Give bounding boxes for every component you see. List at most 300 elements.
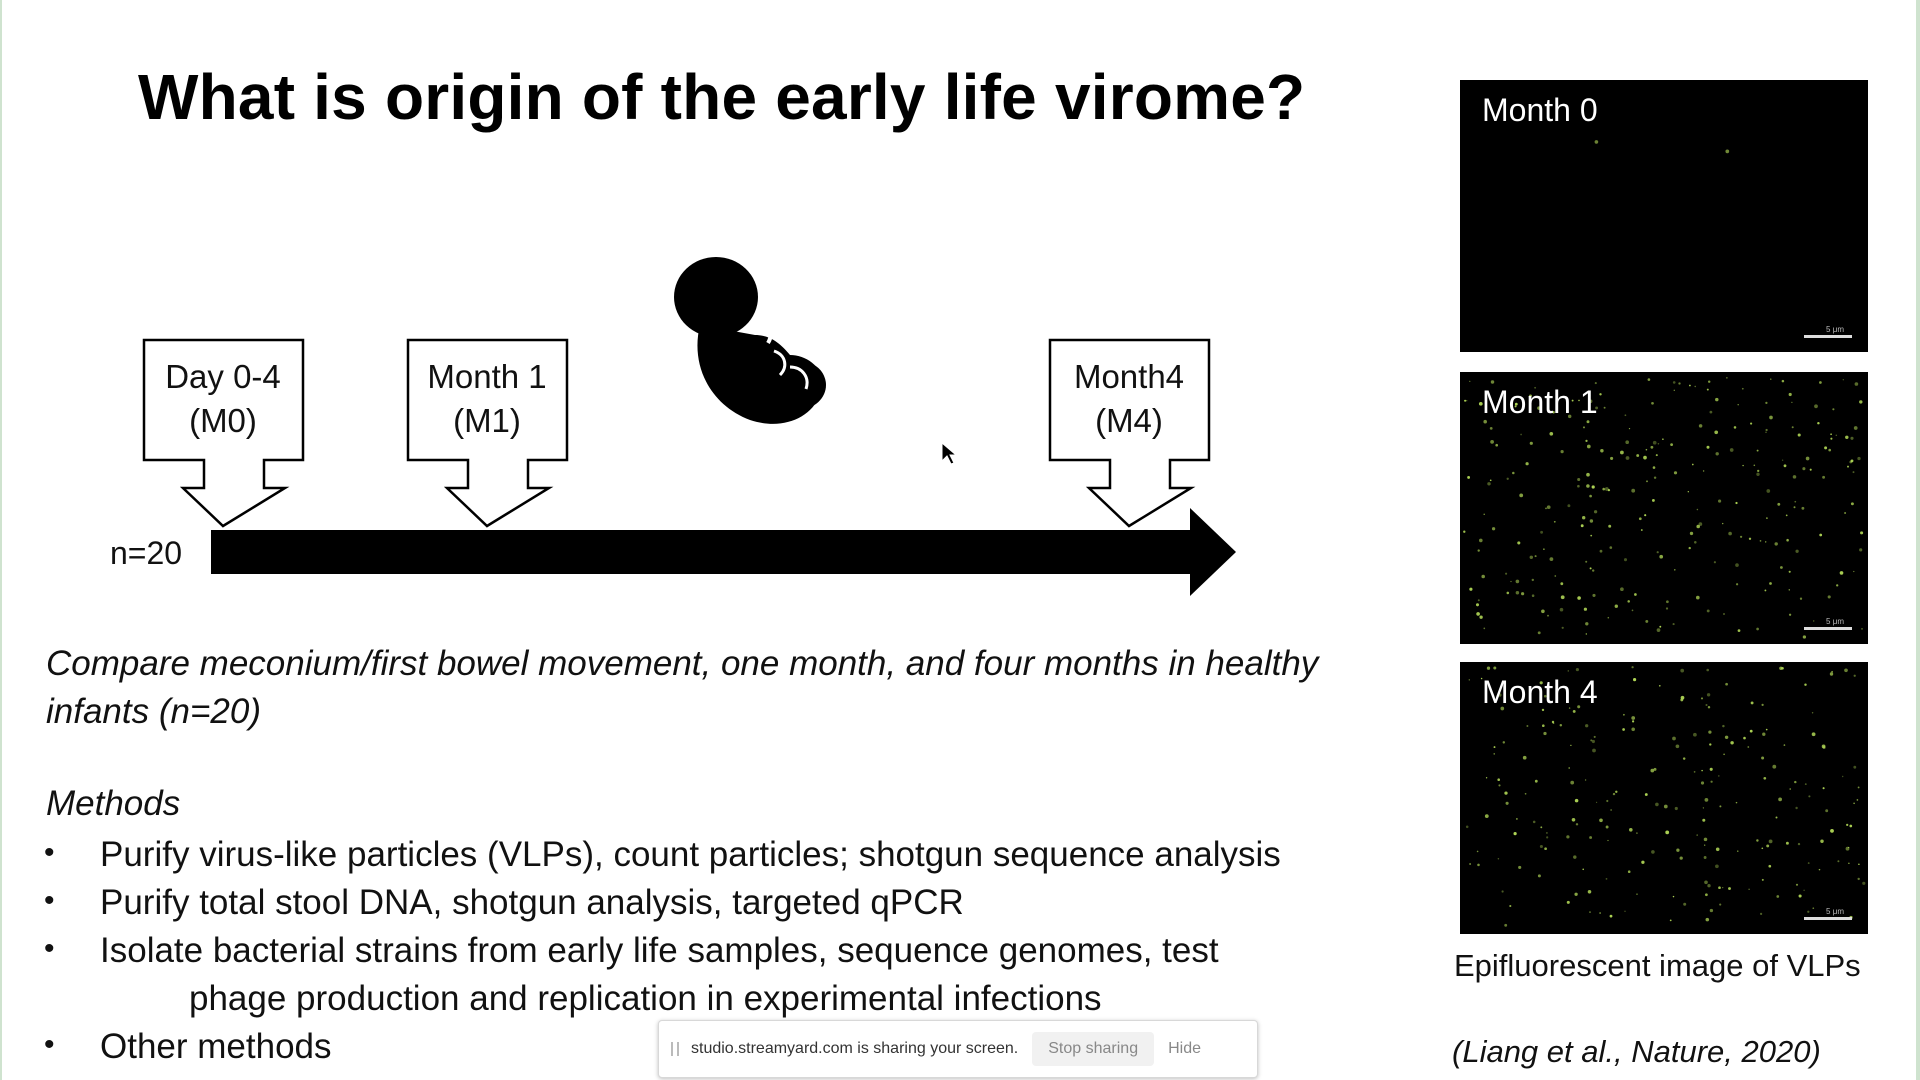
- fluorescent-particle: [1810, 469, 1812, 471]
- fluorescent-particle: [1707, 389, 1709, 391]
- fluorescent-particle: [1719, 805, 1721, 807]
- fluorescent-particle: [1757, 450, 1759, 452]
- fluorescent-particle: [1648, 378, 1651, 381]
- fluorescent-particle: [1610, 457, 1613, 460]
- callout-m0-text: [143, 355, 303, 443]
- fluorescent-particle: [1554, 575, 1556, 577]
- fluorescent-particle: [1697, 509, 1699, 511]
- timeline-arrow: [211, 508, 1236, 596]
- fluorescent-particle: [1514, 832, 1517, 835]
- fluorescent-particle: [1599, 393, 1601, 395]
- fluorescent-particle: [1765, 429, 1767, 431]
- fluorescent-particle: [1683, 903, 1686, 906]
- fluorescent-particle: [1502, 890, 1504, 892]
- fluorescent-particle: [1786, 539, 1789, 542]
- fluorescent-particle: [1722, 523, 1723, 524]
- fluorescent-particle: [1824, 446, 1827, 449]
- fluorescent-particle: [1530, 556, 1533, 559]
- fluorescent-particle: [1469, 679, 1470, 680]
- callout-m1-line2: (M1): [453, 402, 521, 439]
- fluorescent-particle: [1595, 140, 1599, 144]
- fluorescent-particle: [1756, 839, 1758, 841]
- fluorescent-particle: [1672, 737, 1676, 741]
- fluorescent-particle: [1766, 729, 1768, 731]
- fluorescent-particle: [1789, 614, 1791, 616]
- fluorescent-particle: [1794, 781, 1796, 783]
- fluorescent-particle: [1479, 616, 1482, 619]
- fluorescent-particle: [1586, 473, 1590, 477]
- fluorescent-particle: [1469, 588, 1472, 591]
- fluorescent-particle: [1631, 728, 1635, 732]
- fluorescent-particle: [1516, 818, 1518, 820]
- mouse-cursor-icon: [942, 443, 956, 464]
- fluorescent-particle: [1854, 426, 1858, 430]
- fluorescent-particle: [1844, 668, 1848, 672]
- fluorescent-particle: [1525, 462, 1528, 465]
- fluorescent-particle: [1735, 563, 1739, 567]
- fluorescent-particle: [1857, 878, 1859, 880]
- fluorescent-particle: [1545, 508, 1547, 510]
- fluorescent-particle: [1674, 569, 1675, 570]
- fluorescent-particle: [1645, 793, 1648, 796]
- fluorescent-particle: [1651, 850, 1655, 854]
- fluorescent-particle: [1830, 672, 1833, 675]
- fluorescent-particle: [1776, 895, 1779, 898]
- bullet-item-1: Purify virus-like particles (VLPs), count particles; shotgun sequence analysis: [100, 835, 1281, 874]
- fluorescent-particle: [1750, 423, 1752, 425]
- fluorescent-particle: [1789, 393, 1792, 396]
- fluorescent-particle: [1543, 548, 1545, 550]
- fluorescent-particle: [1476, 603, 1479, 606]
- fluorescent-particle: [1734, 426, 1737, 429]
- fluorescent-particle: [1627, 600, 1630, 603]
- fluorescent-particle: [1599, 818, 1603, 822]
- fluorescent-particle: [1673, 381, 1676, 384]
- fluorescent-particle: [1652, 499, 1655, 502]
- fluorescent-particle: [1761, 704, 1763, 706]
- fluorescent-particle: [1696, 596, 1700, 600]
- fluorescent-particle: [1632, 610, 1634, 612]
- fluorescent-particle: [1703, 470, 1704, 471]
- fluorescent-particle: [1655, 803, 1659, 807]
- fluorescent-particle: [1572, 818, 1576, 822]
- fluorescent-particle: [1710, 909, 1713, 912]
- fluorescent-particle: [1728, 532, 1732, 536]
- fluorescent-particle: [1650, 769, 1654, 773]
- fluorescent-particle: [1516, 591, 1519, 594]
- fluorescent-particle: [1546, 836, 1548, 838]
- fluorescent-particle: [1585, 779, 1586, 780]
- fluorescent-particle: [1754, 465, 1756, 467]
- fluorescent-particle: [1760, 540, 1762, 542]
- fluorescent-particle: [1769, 840, 1773, 844]
- fluorescent-particle: [1784, 464, 1787, 467]
- micrograph-panel-month-0: [1460, 80, 1868, 352]
- fluorescent-particle: [1740, 536, 1742, 538]
- fluorescent-particle: [1710, 781, 1712, 783]
- fluorescent-particle: [1760, 913, 1762, 915]
- fluorescent-particle: [1707, 884, 1710, 887]
- fluorescent-particle: [1566, 835, 1569, 838]
- fluorescent-particle: [1706, 669, 1709, 672]
- fluorescent-particle: [1858, 786, 1860, 788]
- fluorescent-particle: [1674, 471, 1677, 474]
- fluorescent-particle: [1808, 862, 1810, 864]
- fluorescent-particle: [1782, 380, 1785, 383]
- scale-bar: [1804, 917, 1852, 920]
- fluorescent-particle: [1625, 440, 1629, 444]
- fluorescent-particle: [1466, 400, 1467, 401]
- fluorescent-particle: [1819, 869, 1821, 871]
- fluorescent-particle: [1763, 777, 1766, 780]
- citation: (Liang et al., Nature, 2020): [1452, 1034, 1821, 1069]
- fluorescent-particle: [1747, 746, 1749, 748]
- fluorescent-particle: [1664, 805, 1668, 809]
- fluorescent-particle: [1600, 550, 1603, 553]
- fluorescent-particle: [1623, 714, 1625, 716]
- fluorescent-particle: [1782, 460, 1783, 461]
- fluorescent-particle: [1719, 904, 1721, 906]
- fetus-silhouette-icon: [674, 257, 826, 424]
- fluorescent-particle: [1477, 864, 1480, 867]
- fluorescent-particle: [1504, 924, 1507, 927]
- fluorescent-particle: [1505, 573, 1507, 575]
- fluorescent-particle: [1561, 450, 1564, 453]
- fluorescent-particle: [1646, 480, 1648, 482]
- fluorescent-particle: [1507, 478, 1509, 480]
- fluorescent-particle: [1530, 442, 1533, 445]
- fluorescent-particle: [1798, 843, 1800, 845]
- fluorescent-particle: [1854, 675, 1856, 677]
- fluorescent-particle: [1608, 617, 1610, 619]
- fluorescent-particle: [1504, 791, 1507, 794]
- fluorescent-particle: [1812, 732, 1816, 736]
- fluorescent-particle: [1560, 608, 1564, 612]
- fluorescent-particle: [1503, 741, 1505, 743]
- fluorescent-particle: [1738, 629, 1741, 632]
- fluorescent-particle: [1495, 444, 1498, 447]
- fluorescent-particle: [1688, 491, 1689, 492]
- bullet-dot: •: [44, 884, 55, 917]
- fluorescent-particle: [1540, 826, 1542, 828]
- fluorescent-particle: [1701, 770, 1702, 771]
- fluorescent-particle: [1802, 467, 1805, 470]
- fluorescent-particle: [1789, 788, 1791, 790]
- fluorescent-particle: [1762, 879, 1764, 881]
- fluorescent-particle: [1469, 381, 1470, 382]
- fluorescent-particle: [1592, 485, 1595, 488]
- fluorescent-particle: [1726, 377, 1727, 378]
- fluorescent-particle: [1646, 449, 1648, 451]
- fluorescent-particle: [1705, 704, 1707, 706]
- compare-description: Compare meconium/first bowel movement, one month, and four months in healthy infants (n=20): [46, 644, 1319, 731]
- fluorescent-particle: [1541, 609, 1545, 613]
- fluorescent-particle: [1853, 803, 1855, 805]
- fluorescent-particle: [1657, 628, 1661, 632]
- fluorescent-particle: [1789, 589, 1790, 590]
- fluorescent-particle: [1804, 683, 1806, 685]
- fluorescent-particle: [1813, 620, 1814, 621]
- fluorescent-particle: [1791, 402, 1792, 403]
- fluorescent-particle: [1483, 628, 1485, 630]
- drag-grip-icon[interactable]: [671, 1042, 679, 1056]
- fluorescent-particle: [1779, 667, 1782, 670]
- fluorescent-particle: [1808, 795, 1810, 797]
- fluorescent-particle: [1577, 478, 1580, 481]
- fluorescent-particle: [1610, 915, 1613, 918]
- fluorescent-particle: [1506, 802, 1509, 805]
- fluorescent-particle: [1585, 724, 1588, 727]
- scale-bar: [1804, 627, 1852, 630]
- fluorescent-particle: [1676, 744, 1680, 748]
- fluorescent-particle: [1819, 534, 1822, 537]
- fluorescent-particle: [1469, 863, 1471, 865]
- fluorescent-particle: [1756, 473, 1759, 476]
- fluorescent-particle: [1735, 502, 1737, 504]
- fluorescent-particle: [1538, 631, 1541, 634]
- fluorescent-particle: [1606, 878, 1608, 880]
- fluorescent-particle: [1525, 793, 1527, 795]
- fluorescent-particle: [1584, 608, 1587, 611]
- fluorescent-particle: [1777, 503, 1780, 506]
- fluorescent-particle: [1567, 504, 1570, 507]
- fluorescent-particle: [1624, 911, 1625, 912]
- fluorescent-particle: [1819, 381, 1822, 384]
- fluorescent-particle: [1778, 798, 1782, 802]
- fluorescent-particle: [1526, 725, 1528, 727]
- scale-bar: [1804, 335, 1852, 338]
- fluorescent-particle: [1715, 864, 1719, 868]
- fluorescent-particle: [1498, 858, 1499, 859]
- fluorescent-particle: [1560, 582, 1563, 585]
- fluorescent-particle: [1622, 728, 1625, 731]
- fluorescent-particle: [1643, 456, 1647, 460]
- fluorescent-particle: [1780, 566, 1783, 569]
- fluorescent-particle: [1479, 539, 1483, 543]
- fluorescent-particle: [1596, 802, 1597, 803]
- fluorescent-particle: [1708, 706, 1710, 708]
- fluorescent-particle: [1853, 766, 1856, 769]
- fluorescent-particle: [1592, 740, 1595, 743]
- screen-share-bar: [658, 1020, 1258, 1078]
- fluorescent-particle: [1690, 532, 1693, 535]
- fluorescent-particle: [1532, 579, 1534, 581]
- fluorescent-particle: [1858, 863, 1860, 865]
- fluorescent-particle: [1608, 525, 1611, 528]
- fluorescent-particle: [1517, 541, 1520, 544]
- fluorescent-particle: [1639, 517, 1642, 520]
- fluorescent-particle: [1786, 515, 1788, 517]
- fluorescent-particle: [1490, 440, 1494, 444]
- fluorescent-particle: [1670, 443, 1673, 446]
- fluorescent-particle: [1615, 605, 1618, 608]
- fluorescent-particle: [1718, 886, 1721, 889]
- fluorescent-particle: [1715, 398, 1718, 401]
- fluorescent-particle: [1725, 736, 1728, 739]
- fluorescent-particle: [1535, 780, 1538, 783]
- fluorescent-particle: [1547, 505, 1551, 509]
- fluorescent-particle: [1853, 471, 1855, 473]
- fluorescent-particle: [1602, 488, 1605, 491]
- fluorescent-particle: [1589, 911, 1590, 912]
- fluorescent-particle: [1624, 558, 1627, 561]
- fluorescent-particle: [1708, 730, 1711, 733]
- sample-size-label: n=20: [110, 535, 183, 571]
- fluorescent-particle: [1683, 757, 1685, 759]
- fluorescent-particle: [1631, 716, 1635, 720]
- fluorescent-particle: [1822, 745, 1826, 749]
- fluorescent-particle: [1605, 487, 1609, 491]
- fluorescent-particle: [1651, 402, 1654, 405]
- fluorescent-particle: [1730, 448, 1734, 452]
- fluorescent-particle: [1768, 865, 1771, 868]
- fluorescent-particle: [1728, 887, 1731, 890]
- fluorescent-particle: [1859, 400, 1862, 403]
- fluorescent-particle: [1710, 768, 1713, 771]
- methods-heading: Methods: [46, 784, 181, 823]
- fluorescent-particle: [1582, 516, 1585, 519]
- fluorescent-particle: [1570, 781, 1574, 785]
- fluorescent-particle: [1736, 802, 1738, 804]
- fluorescent-particle: [1836, 435, 1837, 436]
- fluorescent-particle: [1807, 911, 1809, 913]
- fluorescent-particle: [1492, 527, 1495, 530]
- fluorescent-particle: [1757, 470, 1759, 472]
- fluorescent-particle: [1653, 466, 1656, 469]
- fluorescent-particle: [1765, 432, 1767, 434]
- micrograph-panel-month-4: [1460, 662, 1868, 934]
- fluorescent-particle: [1466, 826, 1469, 829]
- fluorescent-particle: [1615, 791, 1617, 793]
- fluorescent-particle: [1604, 407, 1606, 409]
- fluorescent-particle: [1793, 475, 1797, 479]
- fluorescent-particle: [1860, 531, 1863, 534]
- fluorescent-particle: [1710, 411, 1713, 414]
- fluorescent-particle: [1761, 757, 1764, 760]
- fluorescent-particle: [1656, 454, 1658, 456]
- fluorescent-particle: [1670, 919, 1672, 921]
- fluorescent-particle: [1794, 506, 1796, 508]
- fluorescent-particle: [1494, 746, 1496, 748]
- bullet-dot: •: [44, 932, 55, 965]
- fluorescent-particle: [1476, 612, 1480, 616]
- fluorescent-particle: [1722, 725, 1724, 727]
- stop-sharing-button[interactable]: Stop sharing: [1032, 1032, 1154, 1066]
- fluorescent-particle: [1707, 693, 1710, 696]
- fluorescent-particle: [1486, 777, 1487, 778]
- fluorescent-particle: [1716, 848, 1720, 852]
- fluorescent-particle: [1695, 386, 1696, 387]
- bullet-item-3-line1: Isolate bacterial strains from early life samples, sequence genomes, test: [100, 931, 1219, 970]
- fluorescent-particle: [1535, 555, 1537, 557]
- fluorescent-particle: [1532, 594, 1535, 597]
- fluorescent-particle: [1774, 542, 1777, 545]
- fluorescent-particle: [1800, 598, 1802, 600]
- fluorescent-particle: [1748, 889, 1749, 890]
- fluorescent-particle: [1463, 531, 1465, 533]
- fluorescent-particle: [1701, 781, 1704, 784]
- fluorescent-particle: [1589, 836, 1592, 839]
- fluorescent-particle: [1487, 667, 1490, 670]
- fluorescent-particle: [1478, 549, 1480, 551]
- fluorescent-particle: [1699, 424, 1703, 428]
- fluorescent-particle: [1678, 382, 1680, 384]
- fluorescent-particle: [1789, 571, 1791, 573]
- fluorescent-particle: [1847, 466, 1849, 468]
- fluorescent-particle: [1680, 856, 1683, 859]
- fluorescent-particle: [1493, 667, 1496, 670]
- fluorescent-particle: [1849, 825, 1852, 828]
- fluorescent-particle: [1742, 388, 1744, 390]
- fluorescent-particle: [1817, 422, 1819, 424]
- fluorescent-particle: [1831, 671, 1833, 673]
- fluorescent-particle: [1693, 733, 1697, 737]
- fluorescent-particle: [1837, 860, 1839, 862]
- fluorescent-particle: [1516, 580, 1520, 584]
- callout-m1-text: [407, 355, 567, 443]
- fluorescent-particle: [1625, 414, 1627, 416]
- fluorescent-particle: [1609, 546, 1612, 549]
- fluorescent-particle: [1706, 918, 1710, 922]
- fluorescent-particle: [1803, 635, 1806, 638]
- fluorescent-particle: [1794, 501, 1796, 503]
- fluorescent-particle: [1851, 459, 1854, 462]
- fluorescent-particle: [1620, 587, 1624, 591]
- fluorescent-particle: [1657, 551, 1659, 553]
- fluorescent-particle: [1703, 807, 1704, 808]
- fluorescent-particle: [1540, 531, 1543, 534]
- fluorescent-particle: [1518, 866, 1521, 869]
- fluorescent-particle: [1498, 784, 1500, 786]
- fluorescent-particle: [1585, 561, 1587, 563]
- fluorescent-particle: [1576, 668, 1579, 671]
- fluorescent-particle: [1645, 620, 1648, 623]
- fluorescent-particle: [1613, 793, 1615, 795]
- fluorescent-particle: [1761, 847, 1763, 849]
- fluorescent-particle: [1567, 901, 1570, 904]
- fluorescent-particle: [1631, 489, 1635, 493]
- fluorescent-particle: [1855, 382, 1859, 386]
- fluorescent-particle: [1764, 589, 1766, 591]
- fluorescent-particle: [1592, 749, 1596, 753]
- share-status-text: studio.streamyard.com is sharing your screen.: [691, 1040, 1019, 1057]
- fluorescent-particle: [1857, 799, 1859, 801]
- fluorescent-particle: [1628, 870, 1631, 873]
- fluorescent-particle: [1798, 433, 1801, 436]
- fluorescent-particle: [1509, 905, 1511, 907]
- fluorescent-particle: [1795, 807, 1797, 809]
- fluorescent-particle: [1714, 430, 1718, 434]
- fluorescent-particle: [1702, 819, 1705, 822]
- scale-bar-label: 5 μm: [1826, 325, 1844, 334]
- fluorescent-particle: [1836, 584, 1838, 586]
- fluorescent-particle: [1851, 502, 1854, 505]
- fluorescent-particle: [1592, 569, 1594, 571]
- fluorescent-particle: [1631, 666, 1633, 668]
- fluorescent-particle: [1694, 771, 1696, 773]
- fluorescent-particle: [1573, 855, 1576, 858]
- fluorescent-particle: [1822, 476, 1825, 479]
- fluorescent-particle: [1796, 884, 1798, 886]
- fluorescent-particle: [1737, 850, 1738, 851]
- fluorescent-particle: [1825, 809, 1828, 812]
- fluorescent-particle: [1812, 907, 1814, 909]
- fluorescent-particle: [1694, 541, 1697, 544]
- fluorescent-particle: [1477, 851, 1479, 853]
- fluorescent-particle: [1629, 428, 1630, 429]
- hide-button[interactable]: Hide: [1168, 1040, 1201, 1057]
- fluorescent-particle: [1792, 426, 1794, 428]
